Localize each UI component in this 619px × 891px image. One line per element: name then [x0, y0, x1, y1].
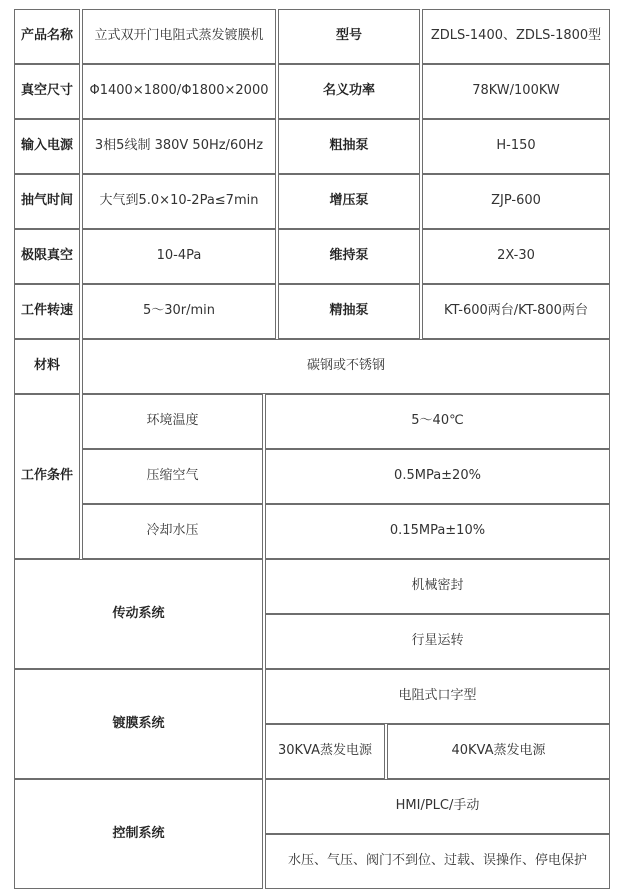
condition-name-ambient-temp: 环境温度: [82, 394, 263, 449]
coating-power-40kva: 40KVA蒸发电源: [387, 724, 610, 779]
value-vacuum-size: Φ1400×1800/Φ1800×2000: [82, 64, 276, 119]
label-holding-pump: 维持泵: [278, 229, 420, 284]
value-roughing-pump: H-150: [422, 119, 610, 174]
label-work-speed: 工件转速: [14, 284, 80, 339]
transmission-item-planetary: 行星运转: [265, 614, 610, 669]
condition-value-cooling-water: 0.15MPa±10%: [265, 504, 610, 559]
condition-value-compressed-air: 0.5MPa±20%: [265, 449, 610, 504]
label-model: 型号: [278, 9, 420, 64]
label-product-name: 产品名称: [14, 9, 80, 64]
value-ultimate-vacuum: 10-4Pa: [82, 229, 276, 284]
control-item-protection: 水压、气压、阀门不到位、过载、误操作、停电保护: [265, 834, 610, 889]
label-pumping-time: 抽气时间: [14, 174, 80, 229]
value-material: 碳钢或不锈钢: [82, 339, 610, 394]
label-booster-pump: 增压泵: [278, 174, 420, 229]
coating-power-30kva: 30KVA蒸发电源: [265, 724, 385, 779]
label-coating-system: 镀膜系统: [14, 669, 263, 779]
label-input-power: 输入电源: [14, 119, 80, 174]
label-transmission-system: 传动系统: [14, 559, 263, 669]
label-vacuum-size: 真空尺寸: [14, 64, 80, 119]
condition-name-compressed-air: 压缩空气: [82, 449, 263, 504]
label-ultimate-vacuum: 极限真空: [14, 229, 80, 284]
label-working-conditions: 工作条件: [14, 394, 80, 559]
label-rated-power: 名义功率: [278, 64, 420, 119]
label-control-system: 控制系统: [14, 779, 263, 889]
condition-name-cooling-water: 冷却水压: [82, 504, 263, 559]
label-material: 材料: [14, 339, 80, 394]
value-holding-pump: 2X-30: [422, 229, 610, 284]
label-fine-pump: 精抽泵: [278, 284, 420, 339]
condition-value-ambient-temp: 5～40℃: [265, 394, 610, 449]
value-rated-power: 78KW/100KW: [422, 64, 610, 119]
label-roughing-pump: 粗抽泵: [278, 119, 420, 174]
control-item-hmi: HMI/PLC/手动: [265, 779, 610, 834]
coating-type: 电阻式口字型: [265, 669, 610, 724]
value-fine-pump: KT-600两台/KT-800两台: [422, 284, 610, 339]
transmission-item-seal: 机械密封: [265, 559, 610, 614]
value-model: ZDLS-1400、ZDLS-1800型: [422, 9, 610, 64]
value-booster-pump: ZJP-600: [422, 174, 610, 229]
value-pumping-time: 大气到5.0×10-2Pa≤7min: [82, 174, 276, 229]
value-input-power: 3相5线制 380V 50Hz/60Hz: [82, 119, 276, 174]
value-product-name: 立式双开门电阻式蒸发镀膜机: [82, 9, 276, 64]
value-work-speed: 5～30r/min: [82, 284, 276, 339]
